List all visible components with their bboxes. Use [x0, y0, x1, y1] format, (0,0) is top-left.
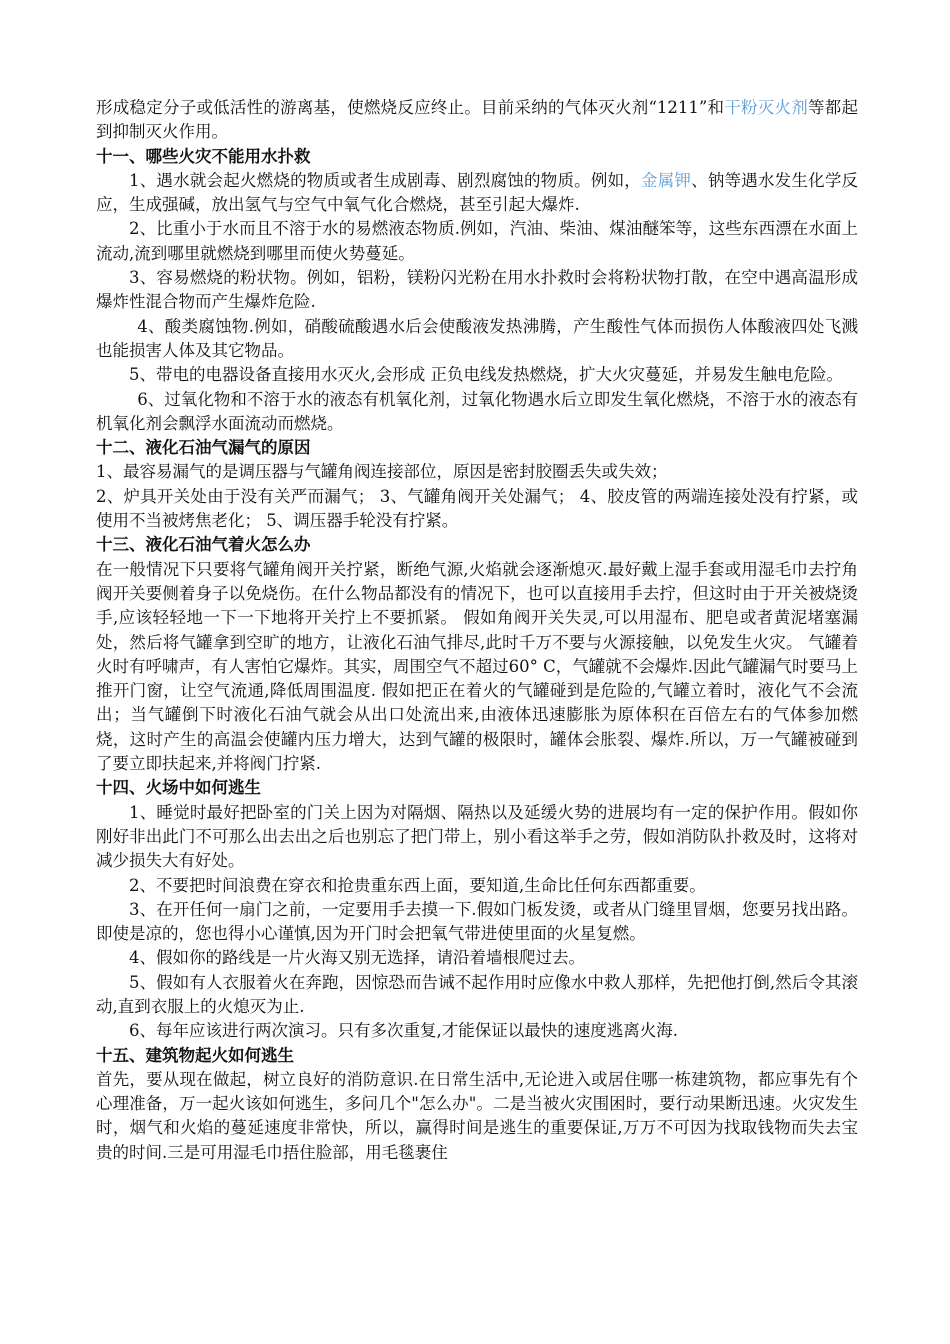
s14-item-3: 3、在开任何一扇门之前，一定要用手去摸一下.假如门板发烫，或者从门缝里冒烟，您要另找出路。即使是凉的，您也得小心谨慎,因为开门时会把氧气带进使里面的火星复燃。 — [96, 899, 858, 944]
s12-line-2: 2、炉具开关处由于没有关严而漏气； 3、气罐角阀开关处漏气； 4、胶皮管的两端连接处没有拧紧，或使用不当被烤焦老化； 5、调压器手轮没有拧紧。 — [96, 486, 858, 531]
s14-item-4: 4、假如你的路线是一片火海又别无选择，请沿着墙根爬过去。 — [129, 948, 585, 968]
s14-item-2: 2、不要把时间浪费在穿衣和抢贵重东西上面，要知道,生命比任何东西都重要。 — [129, 875, 706, 895]
s14-item-1: 1、睡觉时最好把卧室的门关上因为对隔烟、隔热以及延缓火势的进展均有一定的保护作用。假如你刚好非出此门不可那么出去出之后也别忘了把门带上，别小看这举手之劳，假如消防队扑救及时，这将对减少损失大有好处。 — [96, 802, 858, 871]
s12-line-1: 1、最容易漏气的是调压器与气罐角阀连接部位，原因是密封胶圈丢失或失效； — [96, 462, 668, 482]
section-heading-15: 十五、建筑物起火如何逃生 — [96, 1045, 294, 1065]
s15-body: 首先，要从现在做起，树立良好的消防意识.在日常生活中,无论进入或居住哪一栋建筑物，都应事先有个心理准备，万一起火该如何逃生，多问几个"怎么办"。二是当被火灾围困时，要行动果断迅速。火灾发生时，烟气和火焰的蔓延速度非常快，所以，赢得时间是逃生的重要保证,万万不可因为找取钱物而失去宝贵的时间.三是可用湿毛巾捂住脸部，用毛毯裹住 — [96, 1069, 858, 1162]
s11-item-4: 4、酸类腐蚀物.例如，硝酸硫酸遇水后会使酸液发热沸腾，产生酸性气体而损伤人体酸液四处飞溅也能损害人体及其它物品。 — [96, 316, 858, 360]
s11-item-5: 5、带电的电器设备直接用水灭火,会形成 正负电线发热燃烧，扩大火灾蔓延，并易发生触电危险。 — [129, 365, 843, 385]
s11-item-6: 6、过氧化物和不溶于水的液态有机氧化剂，过氧化物遇水后立即发生氧化燃烧，不溶于水的液态有机氧化剂会飘浮水面流动而燃烧。 — [96, 389, 858, 433]
s13-body: 在一般情况下只要将气罐角阀开关拧紧，断绝气源,火焰就会逐渐熄灭.最好戴上湿手套或用湿毛巾去拧角阀开关要侧着身子以免烧伤。在什么物品都没有的情况下，也可以直接用手去拧，但这时由于开关被烧烫手,应该轻轻地一下一下地将开关拧上不要抓紧。 假如角阀开关失灵,可以用湿布、肥皂或者黄泥堵塞漏处，然后将气罐拿到空旷的地方，让液化石油气排尽,此时千万不要与火源接触，以免发生火灾。 气罐着火时有呼啸声，有人害怕它爆炸。其实，周围空气不超过60° C，气罐就不会爆炸.因此气罐漏气时要马上推开门窗，让空气流通,降低周围温度. 假如把正在着火的气罐碰到是危险的,气罐立着时，液化气不会流出；当气罐倒下时液化石油气就会从出口处流出来,由液体迅速膨胀为原体积在百倍左右的气体参加燃烧，这时产生的高温会使罐内压力增大，达到气罐的极限时，罐体会胀裂、爆炸.所以，万一气罐被碰到了要立即扶起来,并将阀门拧紧. — [96, 559, 858, 774]
section-heading-14: 十四、火场中如何逃生 — [96, 778, 261, 798]
s11-item-3: 3、容易燃烧的粉状物。例如，铝粉，镁粉闪光粉在用水扑救时会将粉状物打散，在空中遇高温形成爆炸性混合物而产生爆炸危险. — [96, 268, 858, 312]
section-heading-13: 十三、液化石油气着火怎么办 — [96, 535, 311, 555]
s14-item-5: 5、假如有人衣服着火在奔跑，因惊恐而告诫不起作用时应像水中救人那样，先把他打倒,然后令其滚动,直到衣服上的火熄灭为止. — [96, 972, 858, 1016]
potassium-link[interactable]: 金属钾 — [641, 170, 692, 190]
text-run: 1、遇水就会起火燃烧的物质或者生成剧毒、剧烈腐蚀的物质。例如， — [129, 170, 641, 190]
s14-item-6: 6、每年应该进行两次演习。只有多次重复,才能保证以最快的速度逃离火海. — [129, 1021, 678, 1041]
text-run: 形成稳定分子或低活性的游离基，使燃烧反应终止。目前采纳的气体灭火剂“1211”和 — [96, 98, 725, 117]
section-heading-11: 十一、哪些火灾不能用水扑救 — [96, 146, 311, 166]
intro-paragraph — [96, 96, 858, 145]
dry-powder-link[interactable]: 干粉灭火剂 — [724, 98, 809, 117]
s11-item-2: 2、比重小于水而且不溶于水的易燃液态物质.例如，汽油、柴油、煤油醚笨等，这些东西漂在水面上流动,流到哪里就燃烧到哪里而使火势蔓延。 — [96, 219, 858, 263]
s11-item-1 — [96, 169, 858, 218]
document-page — [96, 96, 858, 1165]
text-run: 等都起到抑制灭火作用。 — [96, 98, 859, 142]
text-run: 、钠等遇水发生化学反应，生成强碱，放出氢气与空气中氧气化合燃烧，甚至引起大爆炸. — [96, 170, 859, 215]
section-heading-12: 十二、液化石油气漏气的原因 — [96, 438, 311, 458]
